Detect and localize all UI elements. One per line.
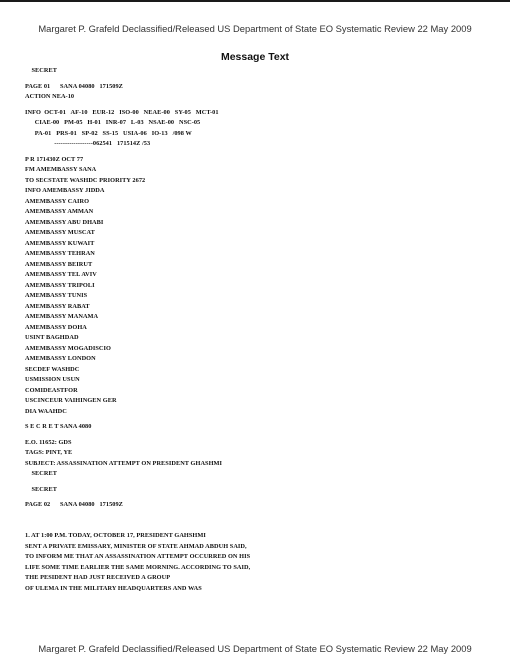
message-line: E.O. 11652: GDS [25,438,72,446]
message-line: TAGS: PINT, YE [25,449,73,456]
message-line: INFO AMEMBASSY JIDDA [25,187,105,194]
message-line: SENT A PRIVATE EMISSARY, MINISTER OF STATE AHMAD ABDUH SAID, [25,542,247,550]
message-line: ------------------062541 171514Z /53 [25,140,151,147]
message-line: PAGE 02 SANA 04080 171509Z [25,501,123,508]
message-line: CIAE-00 PM-05 H-01 INR-07 L-03 NSAE-00 NSC-05 [25,119,201,126]
message-line: AMEMBASSY MUSCAT [25,229,95,236]
message-line: ACTION NEA-10 [25,93,75,100]
message-line: SECRET [25,67,57,74]
message-line: AMEMBASSY MANAMA [25,313,99,320]
message-line: AMEMBASSY DOHA [25,323,87,331]
message-line: PA-01 PRS-01 SP-02 SS-15 USIA-06 IO-13 /098 W [25,129,192,137]
message-line: AMEMBASSY TRIPOLI [25,281,95,289]
message-line: 1. AT 1:00 P.M. TODAY, OCTOBER 17, PRESIDENT GAHSHMI [25,532,206,539]
message-line: AMEMBASSY TEHRAN [25,250,95,257]
message-line: USINT BAGHDAD [25,334,79,341]
message-line: PAGE 01 SANA 04080 171509Z [25,82,123,90]
declassification-footer: Margaret P. Grafeld Declassified/Released US Department of State EO Systematic Review 22 May 2009 [38,643,472,654]
message-line: TO SECSTATE WASHDC PRIORITY 2672 [25,176,146,184]
message-line: USMISSION USUN [25,376,80,383]
message-line: FM AMEMBASSY SANA [25,166,97,173]
message-line: AMEMBASSY LONDON [25,355,96,362]
message-line: INFO OCT-01 AF-10 EUR-12 ISO-00 NEAE-00 SY-05 MCT-01 [25,108,219,116]
message-line: OF ULEMA IN THE MILITARY HEADQUARTERS AND WAS [25,584,202,592]
message-line: COMIDEASTFOR [25,386,78,394]
message-line: AMEMBASSY MOGADISCIO [25,344,111,352]
message-line: DIA WAAHDC [25,407,67,415]
message-line [25,516,495,527]
message-line: TO INFORM ME THAT AN ASSASSINATION ATTEMPT OCCURRED ON HIS [25,553,251,560]
message-line: P R 171430Z OCT 77 [25,155,84,163]
declassification-header: Margaret P. Grafeld Declassified/Released US Department of State EO Systematic Review 22 May 2009 [38,23,472,34]
message-line: THE PESIDENT HAD JUST RECEIVED A GROUP [25,574,171,581]
message-line: USCINCEUR VAIHINGEN GER [25,397,117,404]
message-body [25,66,495,594]
message-line: SUBJECT: ASSASSINATION ATTEMPT ON PRESIDENT GHASHMI [25,459,223,467]
message-line: SECDEF WASHDC [25,365,80,373]
message-line: AMEMBASSY BEIRUT [25,260,93,268]
message-line: AMEMBASSY RABAT [25,302,90,310]
message-line: AMEMBASSY CAIRO [25,197,90,205]
message-line: SECRET [25,485,57,493]
message-line: AMEMBASSY TEL AVIV [25,271,97,278]
message-line: SECRET [25,470,57,477]
message-line: LIFE SOME TIME EARLIER THE SAME MORNING. ACCORDING TO SAID, [25,563,251,571]
message-line: AMEMBASSY ABU DHABI [25,218,104,226]
message-line: S E C R E T SANA 4080 [25,423,92,430]
top-border [0,0,510,2]
message-line: AMEMBASSY TUNIS [25,292,88,299]
page-title: Message Text [220,51,290,63]
message-line: AMEMBASSY KUWAIT [25,239,95,247]
message-line: AMEMBASSY AMMAN [25,208,94,215]
